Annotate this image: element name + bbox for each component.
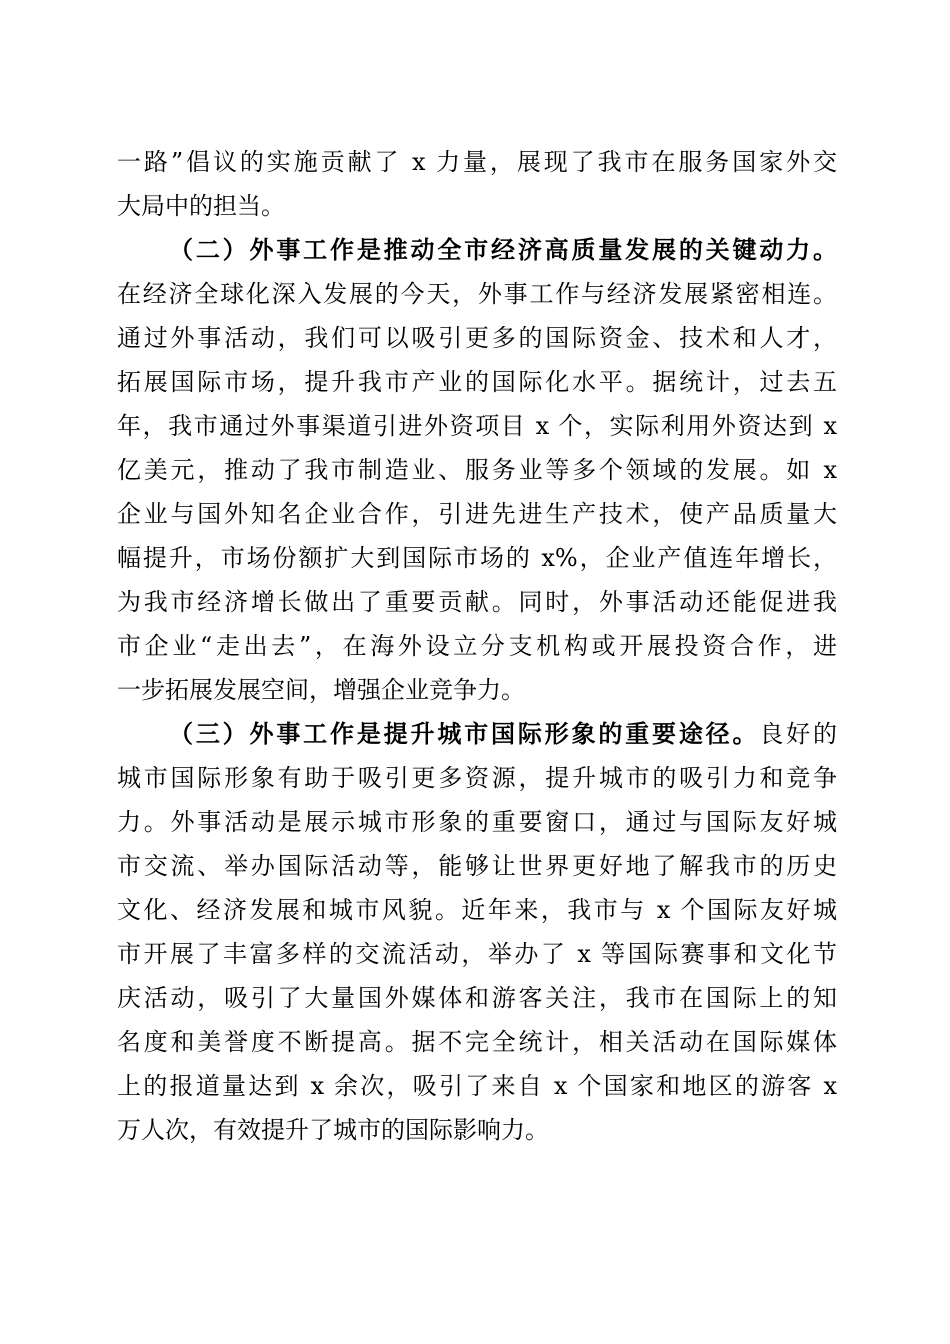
text-line: 在经济全球化深入发展的今天，外事工作与经济发展紧密相连。 (117, 280, 837, 308)
text-line: 上的报道量达到 x 余次，吸引了来自 x 个国家和地区的游客 x (117, 1072, 837, 1100)
text-line: 幅提升，市场份额扩大到国际市场的 x%，企业产值连年增长， (117, 544, 837, 572)
text-line: 市企业“走出去”，在海外设立分支机构或开展投资合作，进 (117, 632, 837, 660)
text-line: 力。外事活动是展示城市形象的重要窗口，通过与国际友好城 (117, 808, 837, 836)
text-line: 万人次，有效提升了城市的国际影响力。 (117, 1116, 549, 1144)
text-line: 文化、经济发展和城市风貌。近年来，我市与 x 个国际友好城 (117, 896, 837, 924)
section-heading-line (117, 712, 837, 756)
text-line: 亿美元，推动了我市制造业、服务业等多个领域的发展。如 x (117, 456, 837, 484)
document-body (117, 140, 837, 1152)
text-line: 名度和美誉度不断提高。据不完全统计，相关活动在国际媒体 (117, 1028, 837, 1056)
text-fragment: 良好的 (759, 720, 838, 748)
text-line: 为我市经济增长做出了重要贡献。同时，外事活动还能促进我 (117, 588, 837, 616)
text-line: 一步拓展发展空间，增强企业竞争力。 (117, 676, 525, 704)
text-line: 庆活动，吸引了大量国外媒体和游客关注，我市在国际上的知 (117, 984, 837, 1012)
text-line: 企业与国外知名企业合作，引进先进生产技术，使产品质量大 (117, 500, 837, 528)
text-line: 拓展国际市场，提升我市产业的国际化水平。据统计，过去五 (117, 368, 837, 396)
text-line: 市交流、举办国际活动等，能够让世界更好地了解我市的历史 (117, 852, 837, 880)
text-line: 通过外事活动，我们可以吸引更多的国际资金、技术和人才， (117, 324, 837, 352)
section-heading: （三）外事工作是提升城市国际形象的重要途径。 (169, 720, 760, 748)
text-line: 年，我市通过外事渠道引进外资项目 x 个，实际利用外资达到 x (117, 412, 837, 440)
section-heading: （二）外事工作是推动全市经济高质量发展的关键动力。 (169, 236, 837, 264)
text-line: 城市国际形象有助于吸引更多资源，提升城市的吸引力和竞争 (117, 764, 837, 792)
text-line: 一路”倡议的实施贡献了 x 力量，展现了我市在服务国家外交 (117, 148, 837, 176)
text-line: 大局中的担当。 (117, 192, 285, 220)
text-line: 市开展了丰富多样的交流活动，举办了 x 等国际赛事和文化节 (117, 940, 837, 968)
